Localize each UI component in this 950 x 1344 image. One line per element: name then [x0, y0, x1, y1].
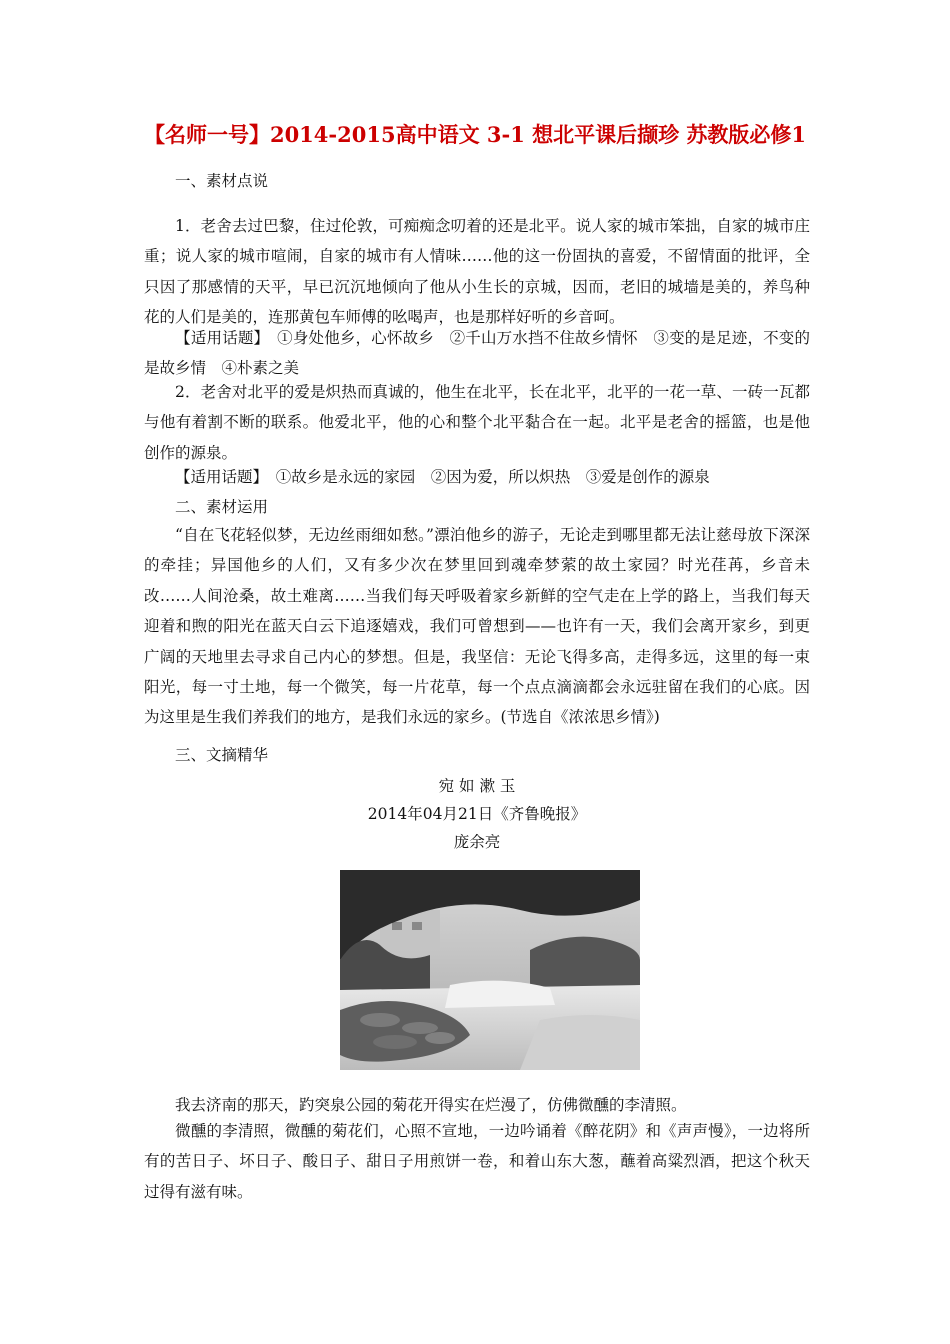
topic-2 — [144, 462, 810, 492]
paragraph-1 — [144, 211, 810, 333]
paragraph-2 — [144, 377, 810, 468]
topic-2-text: 【适用话题】 ①故乡是永远的家园 ②因为爱，所以炽热 ③爱是创作的源泉 — [175, 468, 710, 486]
topic-1 — [144, 323, 810, 384]
photo-illustration — [340, 870, 640, 1070]
document-title: 【名师一号】2014-2015高中语文 3-1 想北平课后撷珍 苏教版必修1 — [143, 122, 807, 147]
paragraph-4-text: 我去济南的那天，趵突泉公园的菊花开得实在烂漫了，仿佛微醺的李清照。 — [175, 1096, 687, 1114]
paragraph-2-text: 2．老舍对北平的爱是炽热而真诚的，他生在北平，长在北平，北平的一花一草、一砖一瓦都与他有着割不断的联系。他爱北平，他的心和整个北平黏合在一起。北平是老舍的摇篮，也是他创作的源泉。 — [144, 383, 810, 462]
landscape-photo — [340, 870, 640, 1070]
article-title: 宛 如 漱 玉 — [438, 777, 516, 795]
section-heading-1: 一、素材点说 — [175, 172, 269, 190]
paragraph-5-text: 微醺的李清照，微醺的菊花们，心照不宣地，一边吟诵着《醉花阴》和《声声慢》，一边将所有的苦日子、坏日子、酸日子、甜日子用煎饼一卷，和着山东大葱，蘸着高粱烈酒，把这个秋天过得有滋有味。 — [144, 1122, 810, 1201]
article-author: 庞余亮 — [453, 833, 501, 851]
paragraph-3 — [144, 520, 810, 733]
paragraph-1-text: 1．老舍去过巴黎，住过伦敦，可痴痴念叨着的还是北平。说人家的城市笨拙，自家的城市庄重；说人家的城市喧闹，自家的城市有人情味……他的这一份固执的喜爱，不留情面的批评，全只因了那感情的天平，早已沉沉地倾向了他从小生长的京城，因而，老旧的城墙是美的，养鸟种花的人们是美的，连那黄包车师傅的吆喝声，也是那样好听的乡音呵。 — [144, 217, 810, 327]
paragraph-3-text: “自在飞花轻似梦，无边丝雨细如愁。”漂泊他乡的游子，无论走到哪里都无法让慈母放下深深的牵挂；异国他乡的人们，又有多少次在梦里回到魂牵梦萦的故土家园？时光荏苒，乡音未改……人间沧桑，故土难离……当我们每天呼吸着家乡新鲜的空气走在上学的路上，当我们每天迎着和煦的阳光在蓝天白云下追逐嬉戏，我们可曾想到——也许有一天，我们会离开家乡，到更广阔的天地里去寻求自己内心的梦想。但是，我坚信：无论飞得多高，走得多远，这里的每一束阳光，每一寸土地，每一个微笑，每一片花草，每一个点点滴滴都会永远驻留在我们的心底。因为这里是生我们养我们的地方，是我们永远的家乡。(节选自《浓浓思乡情》) — [144, 526, 810, 727]
article-source: 2014年04月21日《齐鲁晚报》 — [367, 805, 587, 823]
topic-1-text: 【适用话题】 ①身处他乡，心怀故乡 ②千山万水挡不住故乡情怀 ③变的是足迹，不变的是故乡情 ④朴素之美 — [144, 329, 810, 378]
paragraph-5 — [144, 1116, 810, 1207]
section-heading-2: 二、素材运用 — [175, 498, 269, 516]
section-heading-3: 三、文摘精华 — [175, 746, 269, 764]
